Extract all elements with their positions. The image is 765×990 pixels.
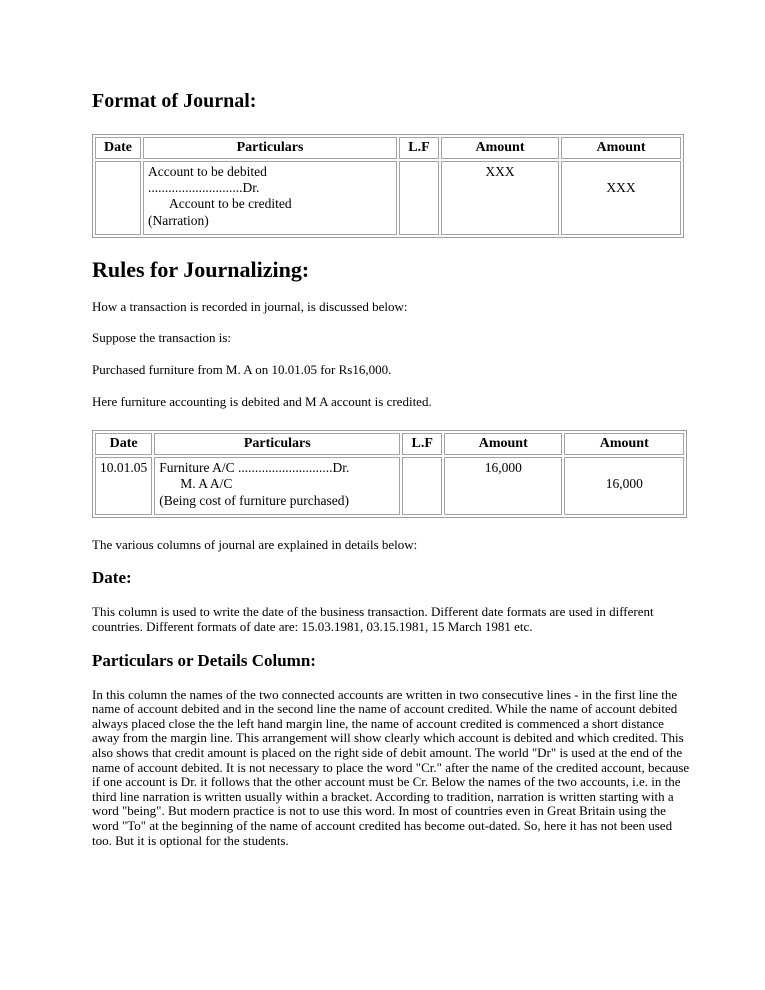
col-header-particulars: Particulars: [143, 137, 397, 159]
col-header-lf: L.F: [402, 433, 442, 455]
section-title-date: Date:: [92, 568, 132, 588]
bottom-margin: [92, 848, 693, 968]
col-header-date: Date: [95, 433, 152, 455]
document-content: [92, 0, 693, 968]
paragraph-purchased-furniture: Purchased furniture from M. A on 10.01.05 for Rs16,000.: [92, 362, 392, 377]
paragraph-suppose: Suppose the transaction is:: [92, 330, 232, 346]
section-title-particulars: Particulars or Details Column:: [92, 650, 316, 670]
credit-amount-value: 16,000: [605, 476, 643, 492]
particulars-cell: [154, 457, 400, 515]
paragraph-here-furniture: Here furniture accounting is debited and M A account is credited.: [92, 393, 432, 409]
table-row: [95, 457, 684, 515]
col-header-amount-debit: Amount: [444, 433, 562, 455]
section-title-rules-for-journalizing: Rules for Journalizing:: [92, 256, 310, 282]
particulars-line-narration: (Narration): [148, 212, 209, 228]
credit-amount-value: XXX: [606, 180, 636, 195]
particulars-line-narration: (Being cost of furniture purchased): [159, 492, 349, 508]
table-header-row: [95, 433, 684, 455]
col-header-amount-credit: Amount: [564, 433, 684, 455]
date-cell: [95, 161, 141, 235]
lf-cell: [399, 161, 439, 235]
journal-example-table: [92, 430, 687, 518]
amount-credit-cell: [564, 457, 684, 515]
col-header-particulars: Particulars: [154, 433, 400, 455]
paragraph-various-columns: The various columns of journal are explained in details below:: [92, 536, 418, 552]
col-header-amount-credit: Amount: [561, 137, 681, 159]
amount-debit-cell: [444, 457, 562, 515]
paragraph-particulars-column: In this column the names of the two connected accounts are written in two consecutive lines - in the first line the name of account debited and in the second line the name of account credited. While the name of account debited always placed close the the left hand margin line, the name of account credited is commenced a short distance away from the margin line. This arrangement will show clearly which account is debited and which credited. This also shows that credit amount is placed on the right side of debit amount. The world "Dr" is used at the end of the name of account debited. It is not necessary to place the word "Cr." after the name of the credited account, because if one account is Dr. it follows that the other account must be Cr. Below the names of the two accounts, i.e. in the third line narration is written usually within a bracket. According to tradition, narration is written starting with a word "being". But modern practice is not to use this word. In most of countries even in Great Britain using the word "To" at the beginning of the name of account credited has become out-dated. So, here it has not been used too. But it is optional for the students.: [92, 686, 690, 848]
section-title-format-of-journal: Format of Journal:: [92, 90, 257, 112]
debit-amount-value: XXX: [485, 164, 515, 179]
lf-cell: [402, 457, 442, 515]
paragraph-how-recorded: How a transaction is recorded in journal, is discussed below:: [92, 298, 408, 314]
journal-format-table: [92, 134, 684, 238]
paragraph-date-column: This column is used to write the date of the business transaction. Different date formats are used in different countries. Different formats of date are: 15.03.1981, 03.15.1981, 15 March 1981 etc.: [92, 604, 654, 634]
debit-amount-value: 16,000: [484, 460, 522, 476]
col-header-lf: L.F: [399, 137, 439, 159]
particulars-cell: [143, 161, 397, 235]
amount-debit-cell: [441, 161, 559, 235]
col-header-date: Date: [95, 137, 141, 159]
table-row: [95, 161, 681, 235]
col-header-amount-debit: Amount: [441, 137, 559, 159]
table-header-row: [95, 137, 681, 159]
amount-credit-cell: [561, 161, 681, 235]
particulars-line-credited: M. A A/C: [180, 476, 233, 492]
particulars-line-debited: Account to be debited: [148, 164, 267, 179]
particulars-line-dr: ............................Dr.: [148, 180, 260, 196]
date-cell: 10.01.05: [95, 457, 152, 515]
particulars-line-debited: Furniture A/C ............................Dr.: [159, 460, 350, 476]
particulars-line-credited: Account to be credited: [169, 196, 292, 212]
